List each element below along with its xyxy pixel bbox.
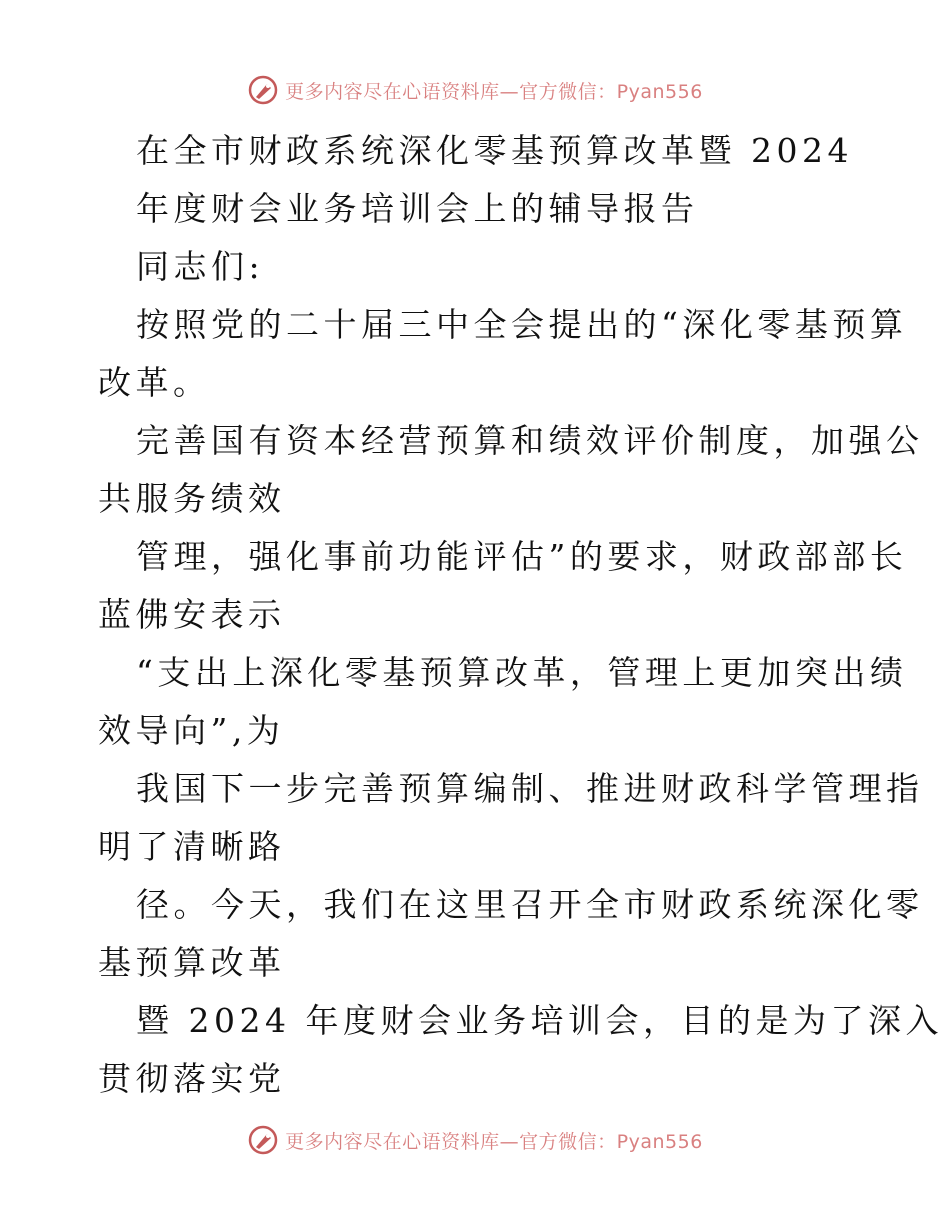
paragraph-line: 径。今天，我们在这里召开全市财政系统深化零 — [136, 885, 924, 924]
salutation: 同志们: — [136, 247, 265, 286]
paragraph-line: 改革。 — [98, 363, 211, 402]
paragraph-line: 管理，强化事前功能评估”的要求，财政部部长 — [136, 537, 908, 576]
paragraph-line: 我国下一步完善预算编制、推进财政科学管理指 — [136, 769, 924, 808]
paragraph-line: 按照党的二十届三中全会提出的“深化零基预算 — [136, 305, 908, 344]
footer-banner — [0, 1120, 950, 1160]
paragraph-line: “支出上深化零基预算改革，管理上更加突出绩 — [136, 653, 908, 692]
paragraph-line: 完善国有资本经营预算和绩效评价制度，加强公 — [136, 421, 924, 460]
title-line-2: 年度财会业务培训会上的辅导报告 — [136, 189, 699, 228]
header-banner-text: 更多内容尽在心语资料库—官方微信：Pyan556 — [285, 80, 703, 103]
pen-nib-logo-icon — [247, 1124, 279, 1156]
paragraph-line: 蓝佛安表示 — [98, 595, 286, 634]
paragraph-line: 基预算改革 — [98, 943, 286, 982]
paragraph-line: 贯彻落实党 — [98, 1059, 286, 1098]
paragraph-line: 效导向”,为 — [98, 711, 285, 750]
header-banner — [0, 70, 950, 110]
document-body — [98, 122, 943, 1108]
footer-banner-text: 更多内容尽在心语资料库—官方微信：Pyan556 — [285, 1130, 703, 1153]
title-line-1: 在全市财政系统深化零基预算改革暨 2024 — [136, 131, 853, 170]
paragraph-line: 共服务绩效 — [98, 479, 286, 518]
paragraph-line: 暨 2024 年度财会业务培训会，目的是为了深入 — [136, 1001, 943, 1040]
paragraph-line: 明了清晰路 — [98, 827, 286, 866]
pen-nib-logo-icon — [247, 74, 279, 106]
